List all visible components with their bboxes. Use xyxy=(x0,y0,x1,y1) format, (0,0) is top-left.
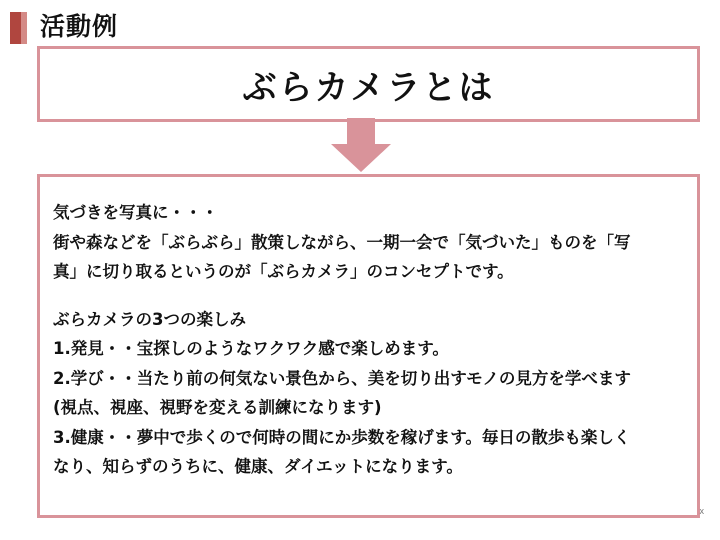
title-box xyxy=(37,46,700,122)
intro-line: 街や森などを「ぶらぶら」散策しながら、一期一会で「気づいた」ものを「写 xyxy=(53,232,631,252)
section-title: 活動例 xyxy=(40,12,119,41)
section-accent-bar xyxy=(10,12,21,44)
slide-title: ぶらカメラとは xyxy=(242,67,495,108)
point-line: 2.学び・・当たり前の何気ない景色から、美を切り出すモノの見方を学べます xyxy=(53,368,631,388)
intro-line: 気づきを写真に・・・ xyxy=(53,203,218,222)
down-arrow-icon xyxy=(325,118,397,174)
point-line: なり、知らずのうちに、健康、ダイエットになります。 xyxy=(53,457,463,476)
point-line: (視点、視座、視野を変える訓練になります) xyxy=(53,398,382,417)
intro-line: 真」に切り取るというのが「ぶらカメラ」のコンセプトです。 xyxy=(53,262,514,281)
content-box xyxy=(37,174,700,518)
content-text xyxy=(53,198,689,482)
section-accent-bar-light xyxy=(21,12,27,44)
corner-mark: x xyxy=(699,506,704,516)
point-line: 3.健康・・夢中で歩くので何時の間にか歩数を稼げます。毎日の散歩も楽しく xyxy=(53,427,631,447)
paragraph-gap xyxy=(53,287,689,305)
point-line: 1.発見・・宝探しのようなワクワク感で楽しめます。 xyxy=(53,339,449,358)
points-heading: ぶらカメラの3つの楽しみ xyxy=(53,309,246,329)
